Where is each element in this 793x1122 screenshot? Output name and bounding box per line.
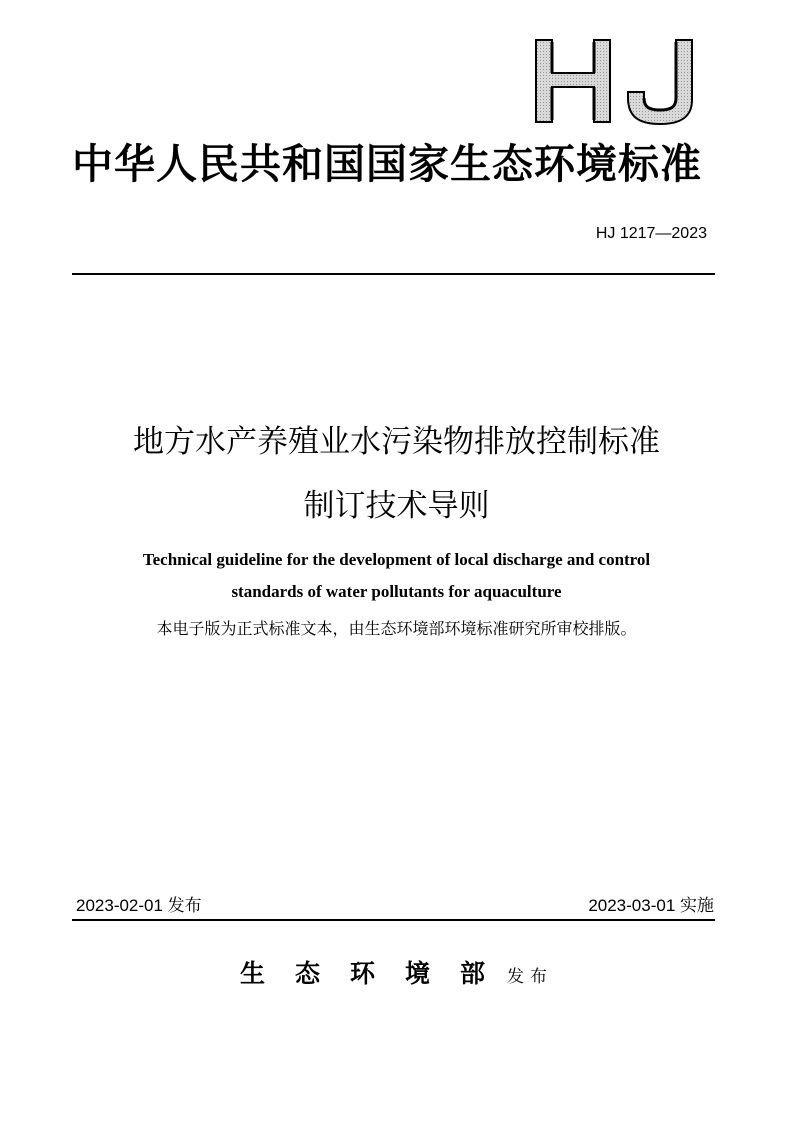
document-title-line-2: 制订技术导则 — [303, 488, 490, 524]
implementation-date: 2023-03-01 实施 — [588, 896, 714, 915]
document-title-line-1: 地方水产养殖业水污染物排放控制标准 — [133, 424, 660, 460]
ministry-heading: 中华人民共和国国家生态环境标准 — [72, 140, 702, 188]
top-divider — [72, 273, 715, 275]
bottom-divider — [72, 919, 715, 921]
issuer-block — [0, 956, 793, 995]
english-title-line-1: Technical guideline for the development of local discharge and control — [142, 550, 651, 569]
issued-by-label: 发布 — [507, 967, 553, 987]
standard-number: HJ 1217—2023 — [595, 225, 707, 242]
issuer-name: 生态环境部 — [239, 959, 515, 988]
electronic-version-note: 本电子版为正式标准文本，由生态环境部环境标准研究所审校排版。 — [156, 619, 637, 638]
hj-logo-icon — [528, 36, 700, 126]
english-title-line-2: standards of water pollutants for aquaculture — [231, 582, 562, 601]
issue-date: 2023-02-01 发布 — [76, 896, 202, 915]
